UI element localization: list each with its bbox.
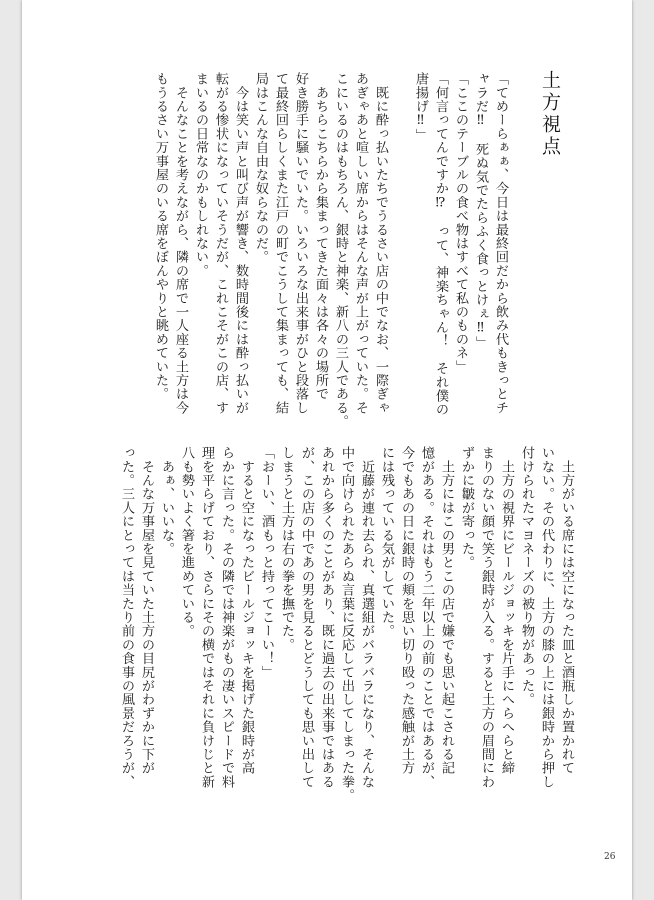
page-number: 26: [604, 852, 616, 862]
document-page: [22, 0, 632, 900]
upper-text-block: 「てめーらぁぁ、今日は最終回だから飲み代もきっとチ ャラだ‼ 死ぬ気でたらふく食っとけぇ‼」 「ここのテーブルの食べ物はすべて私のものネ」 「何言ってんですか⁉ って、神楽ちゃん！ それ僕の 唐揚げ‼」 既に酔っ払いたちでうるさい店の中でなお、一際ぎゃ あぎゃあと喧しい席からはそんな声が上がっていた。そ こにいるのはもちろん、銀時と神楽、新八の三人である。 あちらこちらから集まってきた面々は各々の場所で 好き勝手に騒いでいた。いろいろな出来事がひと段落し て最終回らしくまた江戸の町でこうして集まっても、結 局はこんな自由な奴らなのだ。 今は笑い声と叫び声が響き、数時間後には酔っ払いが 転がる惨状になっていそうだが、これこそがこの店、す まいるの日常なのかもしれない。 そんなことを考えながら、隣の席で一人座る土方は今 もうるさい万事屋のいる席をぼんやりと眺めていた。: [153, 72, 508, 429]
chapter-title: 土方視点: [539, 70, 561, 158]
lower-text-block: 土方がいる席には空になった皿と酒瓶しか置かれて いない。その代わりに、土方の膝の上には銀時から押し 付けられたマヨネーズの被り物があった。 土方の視界にビールジョッキを片手にへらへらと締 まりのない顔で笑う銀時が入る。すると土方の眉間にわ ずかに皺が寄った。 土方にはこの男とこの店で嫌でも思い起こされる記 憶がある。それはもう二年以上の前のことではあるが、 今でもあの日に銀時の頬を思い切り殴った感触が土方 には残っている気がしていた。 近藤が連れ去られ、真選組がバラバラになり、そんな 中で向けられたあらぬ言葉に反応して出してしまった拳。 あれから多くのことがあり、既に過去の出来事ではある が、この店の中であの男を見るとどうしても思い出して しまうと土方は右の拳を撫でた。 「おーい、酒もっと持ってこーい！」 すると空になったビールジョッキを掲げた銀時が高 らかに言った。その隣では神楽がもの凄いスピードで料 理を平らげており、さらにその横ではそれに負けじと新 八も勢いよく箸を進めている。 あぁ、いいな。 そんな万事屋を見ていた土方の目尻がわずかに下が った。三人にとっては当たり前の食事の風景だろうが、: [119, 446, 574, 803]
